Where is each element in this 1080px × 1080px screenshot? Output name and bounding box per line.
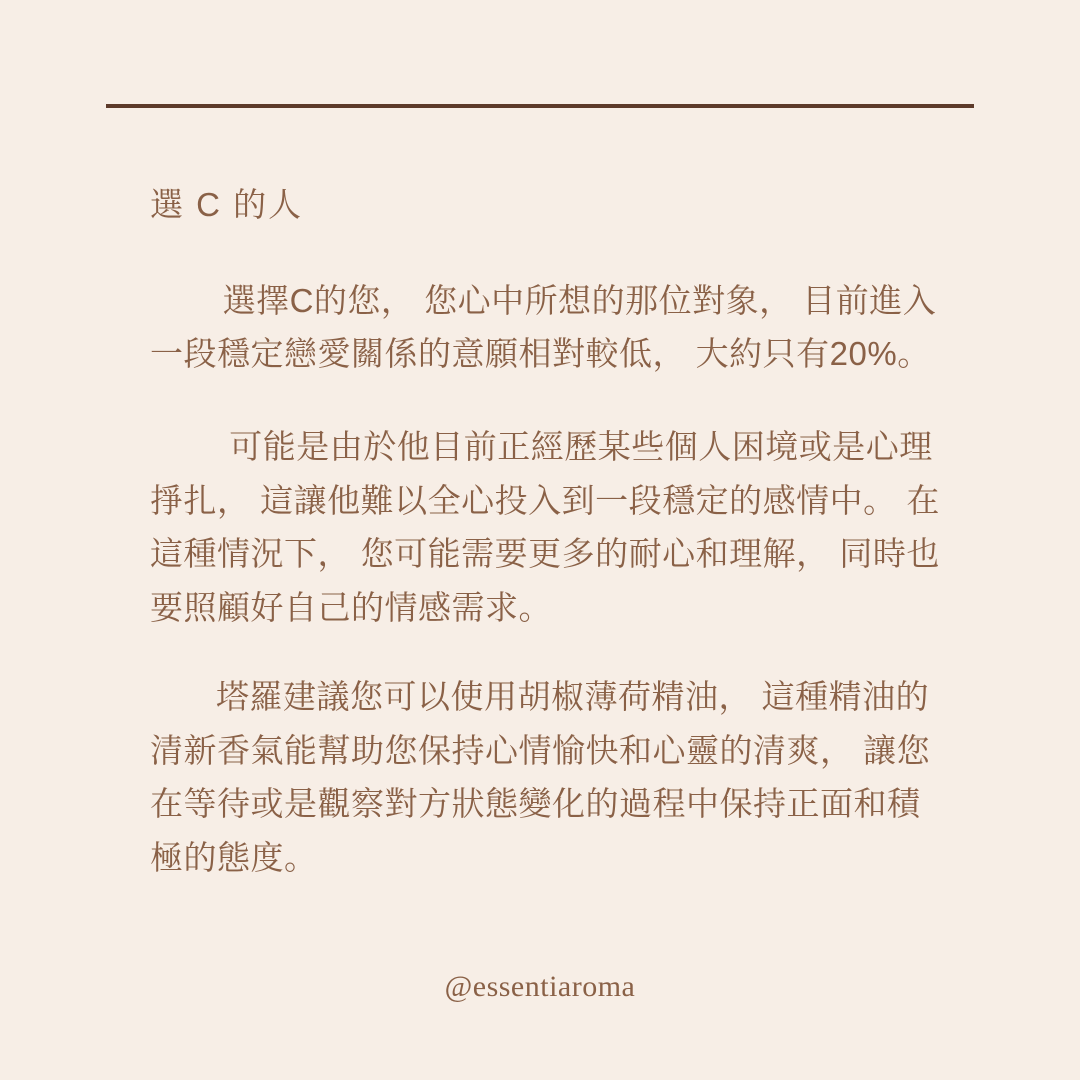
paragraph-2: 可能是由於他目前正經歷某些個人困境或是心理掙扎， 這讓他難以全心投入到一段穩定的感情中。 在這種情況下， 您可能需要更多的耐心和理解， 同時也要照顧好自己的情感需求。 — [150, 428, 940, 626]
paragraph-3: 塔羅建議您可以使用胡椒薄荷精油， 這種精油的清新香氣能幫助您保持心情愉快和心靈的清爽， 讓您在等待或是觀察對方狀態變化的過程中保持正面和積極的態度。 — [150, 678, 931, 876]
paragraph-1: 選擇C的您， 您心中所想的那位對象， 目前進入一段穩定戀愛關係的意願相對較低， 大約只有20%。 — [150, 281, 937, 372]
top-divider — [106, 104, 974, 108]
account-handle: @essentiaroma — [444, 970, 636, 1003]
page-title: 選 C 的人 — [150, 186, 304, 223]
article-body — [150, 180, 940, 884]
